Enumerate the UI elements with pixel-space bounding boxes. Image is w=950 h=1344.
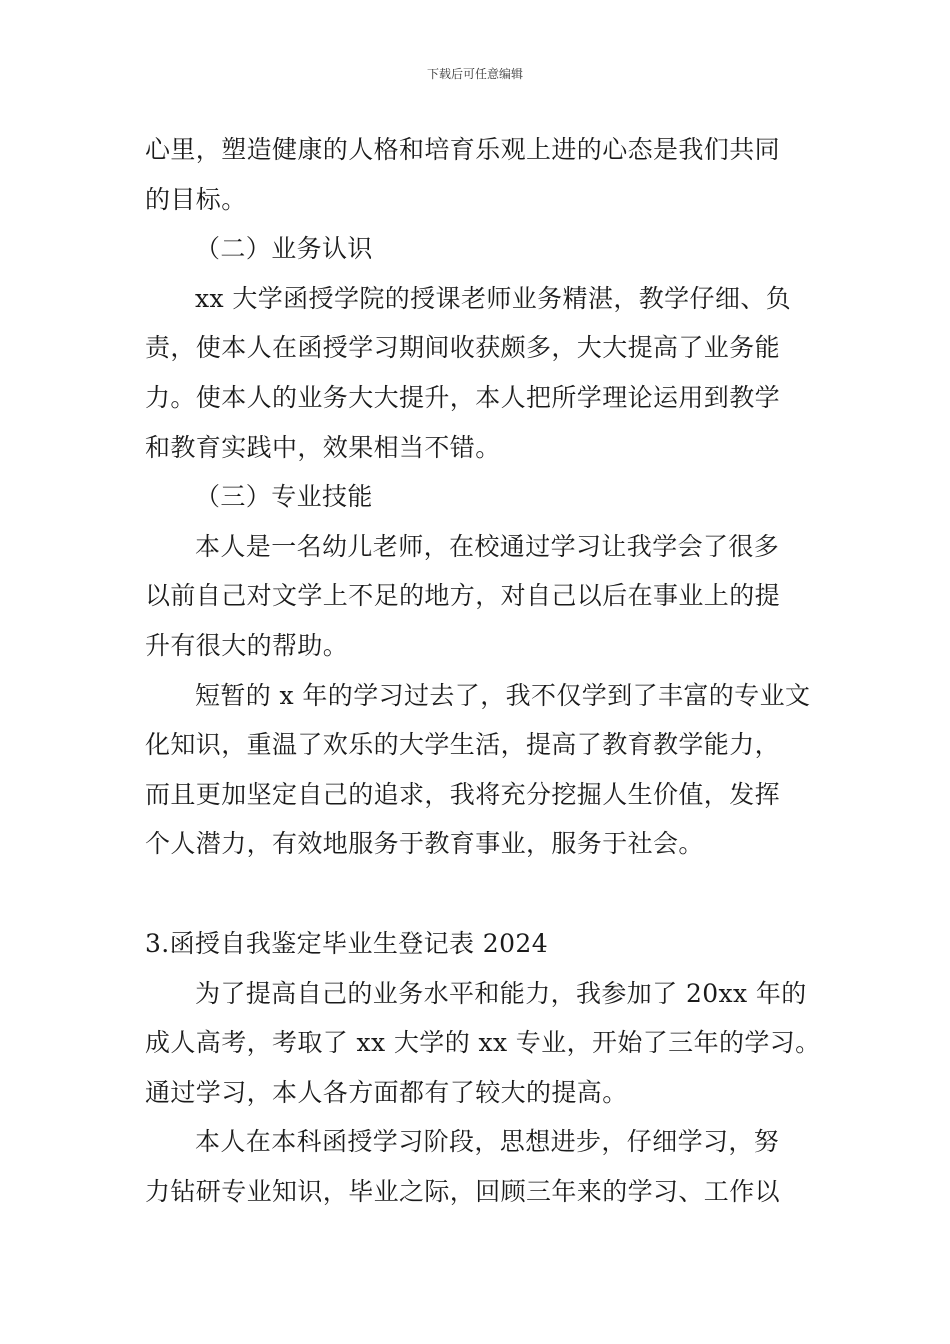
page-header: 下载后可任意编辑 (426, 67, 523, 81)
text-line: xx 大学函授学院的授课老师业务精湛，教学仔细、负 (195, 283, 792, 313)
text-line: 力。使本人的业务大大提升，本人把所学理论运用到教学 (145, 382, 781, 412)
text-line: 以前自己对文学上不足的地方，对自己以后在事业上的提 (145, 581, 781, 611)
section-heading: （三）专业技能 (195, 482, 373, 512)
text-line: 个人潜力，有效地服务于教育事业，服务于社会。 (145, 829, 704, 859)
text-line: 通过学习，本人各方面都有了较大的提高。 (145, 1077, 628, 1107)
text-line: 心里，塑造健康的人格和培育乐观上进的心态是我们共同 (145, 135, 781, 164)
text-line: 成人高考，考取了 xx 大学的 xx 专业，开始了三年的学习。 (145, 1028, 821, 1058)
text-line: 的目标。 (145, 184, 247, 214)
text-line: 和教育实践中，效果相当不错。 (145, 432, 501, 462)
text-line: 本人在本科函授学习阶段，思想进步，仔细学习，努 (195, 1127, 780, 1157)
document-body (145, 125, 821, 1216)
text-line: 而且更加坚定自己的追求，我将充分挖掘人生价值，发挥 (145, 779, 781, 809)
section-title: 3.函授自我鉴定毕业生登记表 2024 (145, 928, 549, 958)
text-line: 升有很大的帮助。 (145, 630, 349, 660)
text-line: 本人是一名幼儿老师，在校通过学习让我学会了很多 (195, 531, 780, 561)
paragraph-gap (145, 869, 810, 919)
text-line: 责，使本人在函授学习期间收获颇多，大大提高了业务能 (145, 333, 781, 363)
text-line: 力钻研专业知识，毕业之际，回顾三年来的学习、工作以 (145, 1176, 781, 1206)
text-line: 为了提高自己的业务水平和能力，我参加了 20xx 年的 (195, 978, 807, 1008)
text-line: 化知识，重温了欢乐的大学生活，提高了教育教学能力， (145, 730, 781, 760)
text-line: 短暂的 x 年的学习过去了，我不仅学到了丰富的专业文 (195, 680, 811, 710)
section-heading: （二）业务认识 (195, 234, 373, 264)
